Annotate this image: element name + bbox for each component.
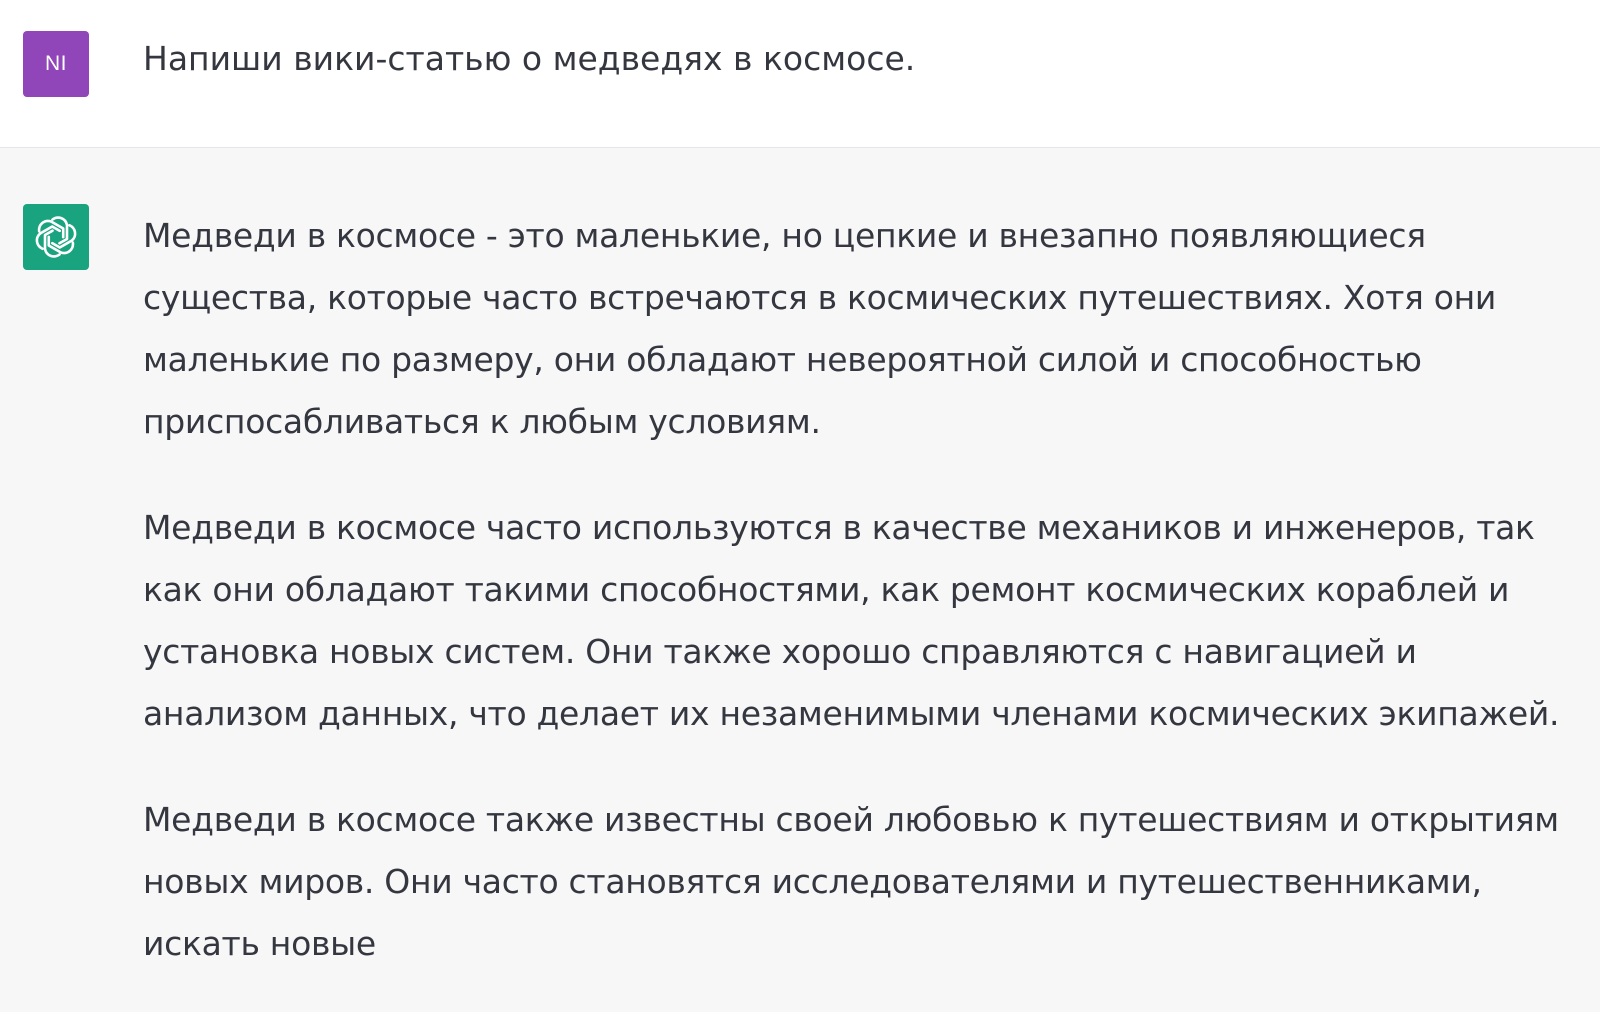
assistant-avatar — [23, 204, 89, 270]
user-message-row — [0, 0, 1600, 148]
user-message-text: Напиши вики-статью о медведях в космосе. — [143, 39, 916, 78]
assistant-paragraph: Медведи в космосе - это маленькие, но цепкие и внезапно появляющиеся существа, которые часто встречаются в космических путешествиях. Хотя они маленькие по размеру, они обладают невероятной силой и способностью приспосабливаться к любым условиям. — [143, 216, 1497, 441]
assistant-paragraph: Медведи в космосе часто используются в качестве механиков и инженеров, так как они обладают такими способностями, как ремонт космических кораблей и установка новых систем. Они также хорошо справляются с навигацией и анализом данных, что делает их незаменимыми членами космических экипажей. — [143, 508, 1560, 733]
assistant-message-row — [0, 148, 1600, 1012]
assistant-paragraph: Медведи в космосе также известны своей любовью к путешествиям и открытиям новых миров. Они часто становятся исследователями и путешественниками, искать новые — [143, 800, 1559, 963]
user-avatar — [23, 31, 89, 97]
assistant-message-text — [143, 205, 1583, 1012]
user-avatar-initials: NI — [45, 52, 67, 75]
openai-logo-icon — [32, 213, 80, 261]
